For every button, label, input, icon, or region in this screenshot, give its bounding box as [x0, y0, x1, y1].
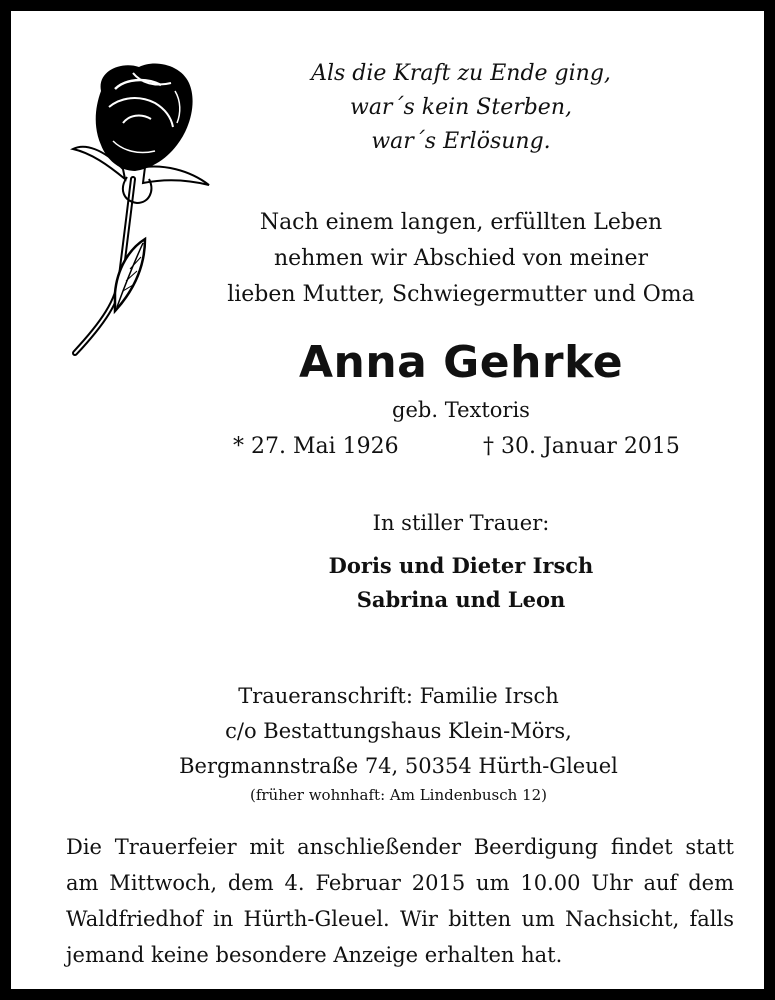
- poem: [141, 57, 775, 159]
- poem-line: Als die Kraft zu Ende ging,: [311, 61, 611, 86]
- address-line: Traueranschrift: Familie Irsch: [238, 684, 559, 708]
- ceremony-line: Waldfriedhof in Hürth-Gleuel. Wir bitten um Nachsicht, falls: [66, 907, 734, 931]
- former-address: (früher wohnhaft: Am Lindenbusch 12): [249, 786, 548, 804]
- life-dates: [11, 431, 775, 463]
- maiden-name: geb. Textoris: [392, 398, 530, 422]
- mourning-heading: In stiller Trauer:: [372, 511, 550, 535]
- poem-line: war´s kein Sterben,: [349, 95, 572, 120]
- mourning-address: [11, 679, 775, 806]
- ceremony-line: Die Trauerfeier mit anschließender Beerdigung findet statt: [66, 835, 734, 859]
- address-line: Bergmannstraße 74, 50354 Hürth-Gleuel: [179, 754, 618, 778]
- ceremony-line: jemand keine besondere Anzeige erhalten hat.: [66, 943, 563, 967]
- deceased-name: Anna Gehrke: [298, 337, 624, 388]
- ceremony-line: am Mittwoch, dem 4. Februar 2015 um 10.00 Uhr auf dem: [66, 871, 734, 895]
- intro-line: Nach einem langen, erfüllten Leben: [259, 210, 663, 235]
- death-date: † 30. Januar 2015: [483, 434, 680, 459]
- intro-text: [141, 205, 775, 313]
- family-names: [76, 549, 775, 617]
- family-line: Sabrina und Leon: [356, 587, 566, 612]
- birth-date: * 27. Mai 1926: [233, 434, 399, 459]
- poem-line: war´s Erlösung.: [371, 129, 551, 154]
- intro-line: lieben Mutter, Schwiegermutter und Oma: [227, 282, 695, 307]
- ceremony-notice: [66, 829, 734, 973]
- intro-line: nehmen wir Abschied von meiner: [273, 246, 649, 271]
- address-line: c/o Bestattungshaus Klein-Mörs,: [225, 719, 572, 743]
- family-line: Doris und Dieter Irsch: [328, 553, 594, 578]
